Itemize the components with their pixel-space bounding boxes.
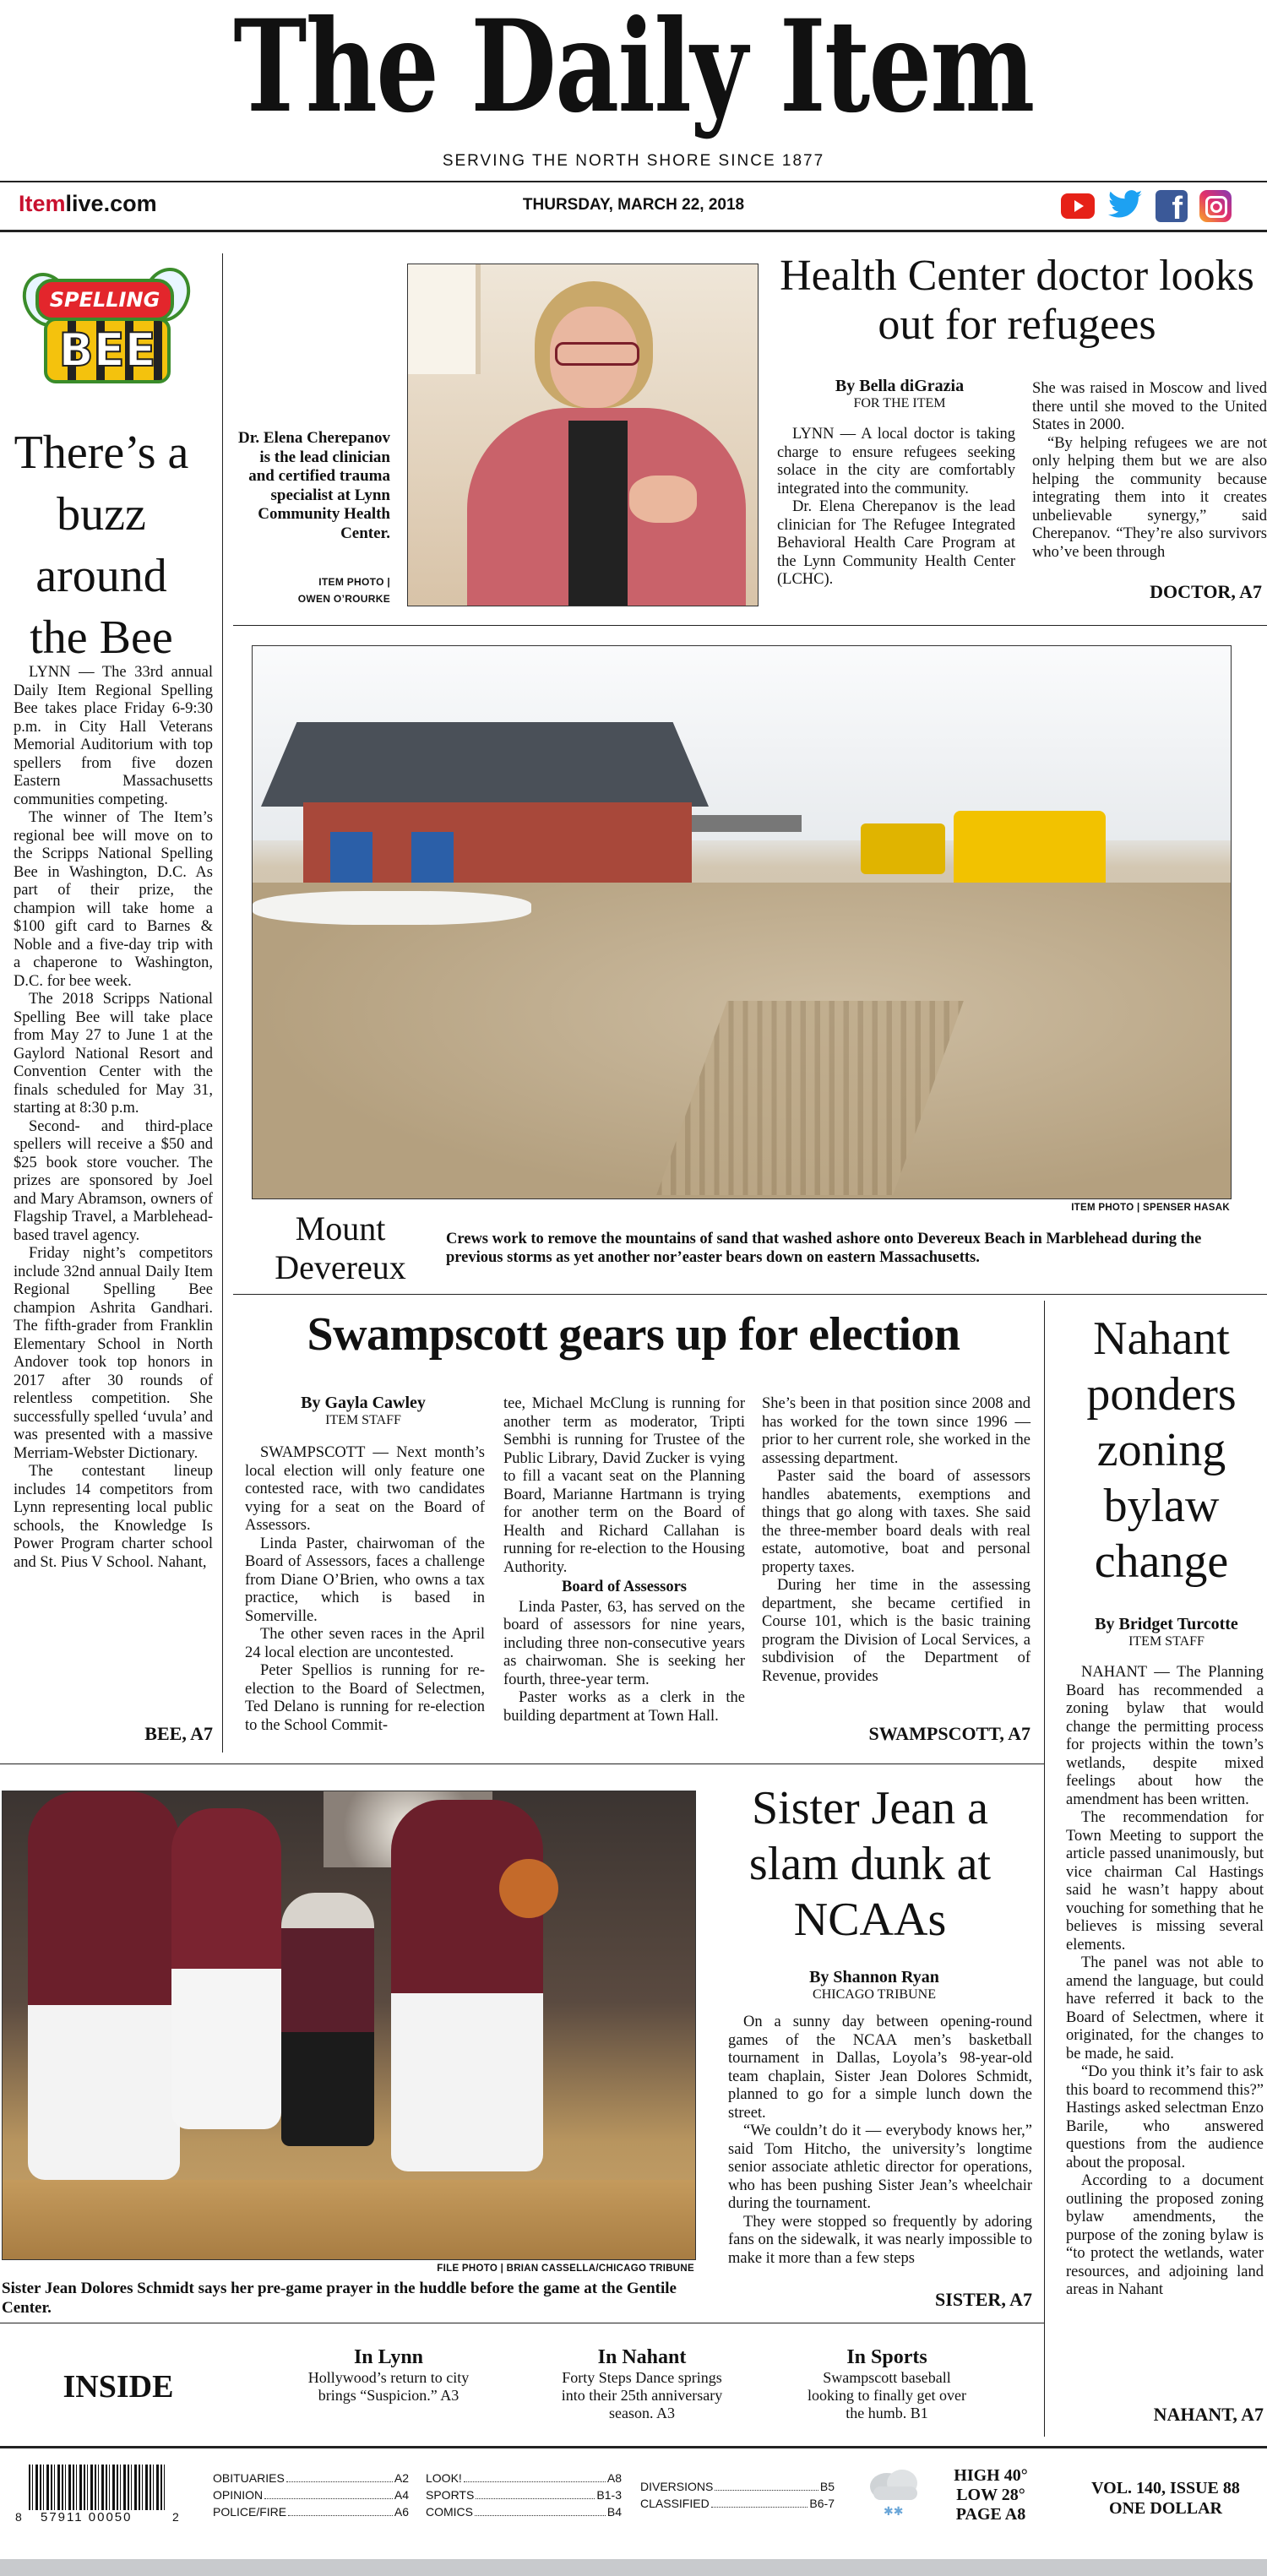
- barcode-bars: [29, 2465, 166, 2510]
- health-photo-credit-2: OWEN O’ROURKE: [297, 593, 390, 605]
- health-col2: [1032, 380, 1267, 562]
- health-paragraph: LYNN — A local doctor is taking charge to ensure refugees seeking solace in the city are comfortably integrated into the community.: [777, 426, 1015, 497]
- swampscott-paragraph: Paster works as a clerk in the building department at Town Hall.: [503, 1689, 745, 1725]
- glasses: [555, 342, 639, 366]
- swampscott-paragraph: Linda Paster, 63, has served on the board of assessors for nine years, including three non-consecutive years as chairwoman. She is seeking her fourth, three-year term.: [503, 1598, 745, 1688]
- health-bottom-rule: [233, 625, 1267, 626]
- inside-item-title: In Lynn: [353, 2346, 424, 2368]
- index-page: B1-3: [596, 2488, 622, 2502]
- swampscott-jump[interactable]: SWAMPSCOTT, A7: [868, 1723, 1030, 1744]
- nahant-jump[interactable]: NAHANT, A7: [1153, 2404, 1264, 2425]
- issue-date: THURSDAY, MARCH 22, 2018: [522, 196, 745, 214]
- inside-item-sports[interactable]: [786, 2346, 988, 2422]
- volume-issue: VOL. 140, ISSUE 88: [1091, 2479, 1240, 2497]
- index-entry[interactable]: [426, 2470, 622, 2486]
- nahant-headline[interactable]: Nahant ponders zoning bylaw change: [1086, 1312, 1237, 1588]
- health-jump[interactable]: DOCTOR, A7: [1150, 581, 1262, 602]
- inside-item-text: Forty Steps Dance springs into their 25th anniversary season. A3: [561, 2369, 723, 2421]
- barcode-left-digit: 8: [15, 2510, 22, 2524]
- health-col1: [777, 426, 1015, 590]
- nahant-paragraph: NAHANT — The Planning Board has recommended a zoning bylaw that would change the permitting process for projects within the town’s wetlands, despite mixed feelings about how the amendment has been written.: [1066, 1664, 1264, 1808]
- nahant-paragraph: The panel was not able to amend the language, but could have referred it back to the Board of Selectmen, where it originated, for the changes to be made, he said.: [1066, 1954, 1264, 2062]
- index-label: OPINION: [213, 2488, 264, 2502]
- twitter-icon[interactable]: [1107, 189, 1144, 223]
- sister-jean-paragraph: On a sunny day between opening-round games of the NCAA men’s basketball tournament in Dallas, Loyola’s 98-year-old team chaplain, Sister Jean Dolores Schmidt, planned to go for a simple lunch down the street.: [728, 2014, 1032, 2122]
- left-column-divider: [222, 253, 223, 1753]
- sister-jean-paragraph: They were stopped so frequently by adoring fans on the sidewalk, it was nearly impossible to make it more than a few steps: [728, 2213, 1032, 2267]
- masthead-title[interactable]: The Daily Item: [233, 0, 1034, 141]
- devereux-photo-credit: ITEM PHOTO | SPENSER HASAK: [1071, 1203, 1230, 1213]
- barcode: [15, 2465, 184, 2525]
- bee-headline[interactable]: There’s a buzz around the Bee: [14, 427, 189, 664]
- court-floor: [3, 2180, 695, 2259]
- swampscott-paragraph: tee, Michael McClung is running for another term as moderator, Tripti Sembhi is running for Trustee of the Public Library, David Zucker is vying to fill a vacant seat on the Planning Board, Marianne Hartmann is trying for another term on the Board of Health and Richard Callahan is running for re-election to the Housing Authority.: [503, 1395, 745, 1576]
- swampscott-col2: [503, 1395, 745, 1725]
- index-label: LOOK!: [426, 2471, 462, 2485]
- sister-jean-byline-name: By Shannon Ryan: [809, 1968, 939, 1986]
- index-page: A4: [394, 2488, 409, 2502]
- svg-text:✱✱: ✱✱: [884, 2505, 904, 2519]
- sister-jean-photo[interactable]: [2, 1791, 696, 2260]
- swampscott-right-divider: [1044, 1301, 1045, 2437]
- health-byline-name: By Bella diGrazia: [835, 377, 965, 395]
- masthead-tagline: SERVING THE NORTH SHORE SINCE 1877: [442, 152, 825, 170]
- swampscott-paragraph: Peter Spellios is running for re-election to the Board of Selectmen, Ted Delano is running for re-election to the School Commit-: [245, 1662, 485, 1734]
- building-roof: [261, 722, 709, 807]
- nahant-byline-org: ITEM STAFF: [1128, 1634, 1204, 1649]
- nahant-byline-name: By Bridget Turcotte: [1095, 1615, 1238, 1633]
- youtube-icon[interactable]: [1061, 193, 1095, 219]
- sister-jean-jump[interactable]: SISTER, A7: [935, 2289, 1032, 2310]
- sister-jean-headline[interactable]: Sister Jean a slam dunk at NCAAs: [748, 1782, 992, 1946]
- price: ONE DOLLAR: [1109, 2499, 1222, 2518]
- footer-top-rule: [0, 2446, 1267, 2448]
- index-page: A8: [606, 2471, 622, 2485]
- sister-jean-caption: Sister Jean Dolores Schmidt says her pre-game prayer in the huddle before the game at the Gentile Center.: [2, 2280, 677, 2317]
- inside-item-text: Hollywood’s return to city brings “Suspicion.” A3: [307, 2369, 470, 2404]
- index-col-3: [640, 2478, 835, 2512]
- spelling-banner: SPELLING: [35, 279, 174, 321]
- index-label: SPORTS: [426, 2488, 475, 2502]
- sister-jean-photo-credit: FILE PHOTO | BRIAN CASSELLA/CHICAGO TRIBUNE: [437, 2264, 694, 2274]
- inside-item-text: Swampscott baseball looking to finally get over the humb. B1: [808, 2369, 966, 2421]
- index-page: B5: [819, 2480, 835, 2493]
- swampscott-paragraph: She’s been in that position since 2008 and has worked for the town since 1996 — prior to her current role, she worked in the assessing department.: [762, 1395, 1030, 1467]
- swampscott-col3: [762, 1395, 1030, 1686]
- bee-paragraph: Friday night’s competitors include 32nd annual Daily Item Regional Spelling Bee champion Ashrita Gandhari. The fifth-grader from Franklin Elementary School in North Andover took top honors in 2017 after 30 rounds of relentless competition. She successfully spelled ‘uvula’ and was presented with a massive Merriam-Webster Dictionary.: [14, 1245, 213, 1462]
- bottom-bar: [0, 2559, 1267, 2576]
- player-center: [171, 1808, 281, 2129]
- index-entry[interactable]: [213, 2470, 409, 2486]
- bee-jump[interactable]: BEE, A7: [144, 1723, 213, 1744]
- nahant-byline: [1066, 1615, 1267, 1649]
- index-entry[interactable]: [640, 2495, 835, 2512]
- weather-low: LOW 28°: [956, 2486, 1025, 2504]
- index-col-2: [426, 2470, 622, 2520]
- index-col-1: [213, 2470, 409, 2520]
- basketball: [499, 1859, 558, 1918]
- index-page: A6: [394, 2505, 409, 2519]
- swampscott-byline: [245, 1394, 481, 1428]
- snow-cloud-icon: [865, 2465, 924, 2520]
- nahant-paragraph: According to a document outlining the proposed zoning bylaw amendments, the purpose of the zoning bylaw is “to protect the wetlands, water resources, and adjoining land areas in Nahant: [1066, 2172, 1264, 2298]
- swampscott-byline-name: By Gayla Cawley: [301, 1394, 426, 1412]
- index-label: DIVERSIONS: [640, 2480, 714, 2493]
- inside-item-title: In Nahant: [597, 2346, 687, 2368]
- sister-jean-paragraph: “We couldn’t do it — everybody knows her,” said Tom Hitcho, the university’s longtime senior associate athletic director for operations, who has been pushing Sister Jean’s wheelchair during the tournament.: [728, 2122, 1032, 2212]
- inside-item-title: In Sports: [846, 2346, 927, 2368]
- swampscott-headline[interactable]: Swampscott gears up for election: [307, 1308, 960, 1361]
- weather-forecast[interactable]: [936, 2466, 1046, 2524]
- website-suffix: live.com: [65, 191, 157, 216]
- volume-info: [1073, 2478, 1259, 2519]
- index-entry[interactable]: [213, 2503, 409, 2520]
- swampscott-paragraph: Linda Paster, chairwoman of the Board of Assessors, faces a challenge from Diane O’Brien, who owns a tax practice, which is based in Somerville.: [245, 1535, 485, 1625]
- health-headline[interactable]: Health Center doctor looks out for refugees: [780, 252, 1254, 349]
- bee-paragraph: The contestant lineup includes 14 competitors from Lynn representing local public schools, the Knowledge Is Power Program charter school and St. Pius V School. Nahant,: [14, 1463, 213, 1571]
- snow-patch: [253, 891, 531, 925]
- doctor-hand: [629, 476, 697, 523]
- instagram-icon[interactable]: [1199, 190, 1232, 222]
- devereux-label: Mount Devereux: [275, 1209, 406, 1286]
- bee-paragraph: The 2018 Scripps National Spelling Bee will take place from May 27 to June 1 at the Gaylord National Resort and Convention Center with the finals scheduled for May 31, starting at 8:30 p.m.: [14, 991, 213, 1117]
- doctor-photo[interactable]: [407, 264, 759, 606]
- index-entry[interactable]: [213, 2486, 409, 2503]
- player-left: [28, 1791, 180, 2180]
- swampscott-paragraph: The other seven races in the April 24 local election are uncontested.: [245, 1626, 485, 1661]
- sister-jean-figure: [281, 1893, 374, 2146]
- bee-paragraph: The winner of The Item’s regional bee will move on to the Scripps National Spelling Bee in Washington, D.C. As part of their prize, the champion will take home a $100 gift card to Barnes & Noble and a five-day trip with a chaperone to Washington, D.C. for bee week.: [14, 809, 213, 990]
- window-frame: [408, 264, 481, 374]
- loader-1: [861, 823, 945, 874]
- index-page: A2: [394, 2471, 409, 2485]
- barcode-right-digit: 2: [172, 2510, 179, 2524]
- index-label: CLASSIFIED: [640, 2497, 710, 2510]
- website-prefix: Item: [19, 191, 66, 216]
- health-paragraph: Dr. Elena Cherepanov is the lead clinician for The Refugee Integrated Behavioral Health Care Program at the Lynn Community Health Center (LCHC).: [777, 498, 1015, 588]
- inside-label: INSIDE: [63, 2369, 174, 2405]
- devereux-bottom-rule: [233, 1294, 1267, 1295]
- social-links: [1061, 189, 1232, 223]
- health-byline-org: FOR THE ITEM: [853, 396, 946, 410]
- sister-jean-body: [728, 2014, 1032, 2268]
- bee-body: [14, 664, 213, 1572]
- health-byline: [777, 377, 1022, 411]
- masthead-top-rule: [0, 181, 1267, 182]
- weather-high: HIGH 40°: [954, 2466, 1028, 2485]
- bee-banner: BEE: [44, 318, 171, 383]
- swampscott-subhead: Board of Assessors: [561, 1579, 687, 1595]
- devereux-photo[interactable]: [252, 645, 1232, 1199]
- sister-jean-byline-org: CHICAGO TRIBUNE: [813, 1987, 936, 2002]
- pavilion: [692, 815, 802, 832]
- bee-paragraph: LYNN — The 33rd annual Daily Item Regional Spelling Bee takes place Friday 6-9:30 p.m. in City Hall Veterans Memorial Auditorium with top spellers from five dozen Eastern Massachusetts communities competing.: [14, 664, 213, 808]
- facebook-icon[interactable]: f: [1156, 190, 1188, 222]
- bee-paragraph: Second- and third-place spellers will receive a $50 and $25 book store voucher. The prizes are sponsored by Joel and Mary Abramson, owners of Flagship Travel, a Marblehead-based travel agency.: [14, 1117, 213, 1244]
- index-entry[interactable]: [426, 2486, 622, 2503]
- weather-page: PAGE A8: [955, 2505, 1026, 2524]
- nahant-paragraph: The recommendation for Town Meeting to support the article passed unanimously, but vice chairman Cal Hastings said he wasn’t happy about vouching for something that he believes is missing several elements.: [1066, 1809, 1264, 1954]
- health-paragraph: “By helping refugees we are not only helping them but we are also helping the community because integrating them into it creates unbelievable synergy,” said Cherepanov. “They’re also survivors who’ve been through: [1032, 434, 1267, 561]
- swampscott-paragraph: Paster said the board of assessors handles abatements, exemptions and things that go along with taxes. She said the three-member board deals with real estate, automotive, boat and personal property taxes.: [762, 1468, 1030, 1576]
- nahant-body: [1066, 1664, 1264, 2300]
- index-page: B4: [606, 2505, 622, 2519]
- health-photo-caption: Dr. Elena Cherepanov is the lead clinician and certified trauma specialist at Lynn Community Health Center.: [238, 429, 390, 542]
- inside-item-nahant[interactable]: [541, 2346, 743, 2422]
- health-paragraph: She was raised in Moscow and lived there until she moved to the United States in 2000.: [1032, 380, 1267, 433]
- swampscott-col1: [245, 1444, 485, 1735]
- index-label: OBITUARIES: [213, 2471, 285, 2485]
- index-label: COMICS: [426, 2505, 473, 2519]
- masthead-bottom-rule: [0, 230, 1267, 232]
- index-entry[interactable]: [426, 2503, 622, 2520]
- sister-jean-byline: [726, 1968, 1022, 2003]
- swampscott-paragraph: During her time in the assessing department, she became certified in Course 101, which is the basic training program the Division of Local Services, a subdivision of the Department of Revenue, provides: [762, 1577, 1030, 1685]
- swampscott-byline-org: ITEM STAFF: [325, 1413, 401, 1427]
- devereux-caption: Crews work to remove the mountains of sand that washed ashore onto Devereux Beach in Marblehead during the previous storms as yet another nor’easter bears down on eastern Massachusetts.: [446, 1231, 1202, 1266]
- spelling-bee-logo[interactable]: [17, 264, 186, 399]
- index-entry[interactable]: [640, 2478, 835, 2495]
- nahant-paragraph: “Do you think it’s fair to ask this board to recommend this?” Hastings asked selectman Enzo Barile, who answered questions from the audience about the proposal.: [1066, 2063, 1264, 2171]
- player-right: [391, 1800, 543, 2171]
- index-page: B6-7: [809, 2497, 835, 2510]
- swampscott-paragraph: SWAMPSCOTT — Next month’s local election will only feature one contested race, with two candidates vying for a seat on the Board of Assessors.: [245, 1444, 485, 1534]
- health-photo-credit-1: ITEM PHOTO |: [318, 576, 390, 588]
- index-label: POLICE/FIRE: [213, 2505, 287, 2519]
- doctor-shirt: [568, 421, 628, 606]
- inside-item-lynn[interactable]: [287, 2346, 490, 2405]
- barcode-digits: 57911 00050: [41, 2510, 133, 2524]
